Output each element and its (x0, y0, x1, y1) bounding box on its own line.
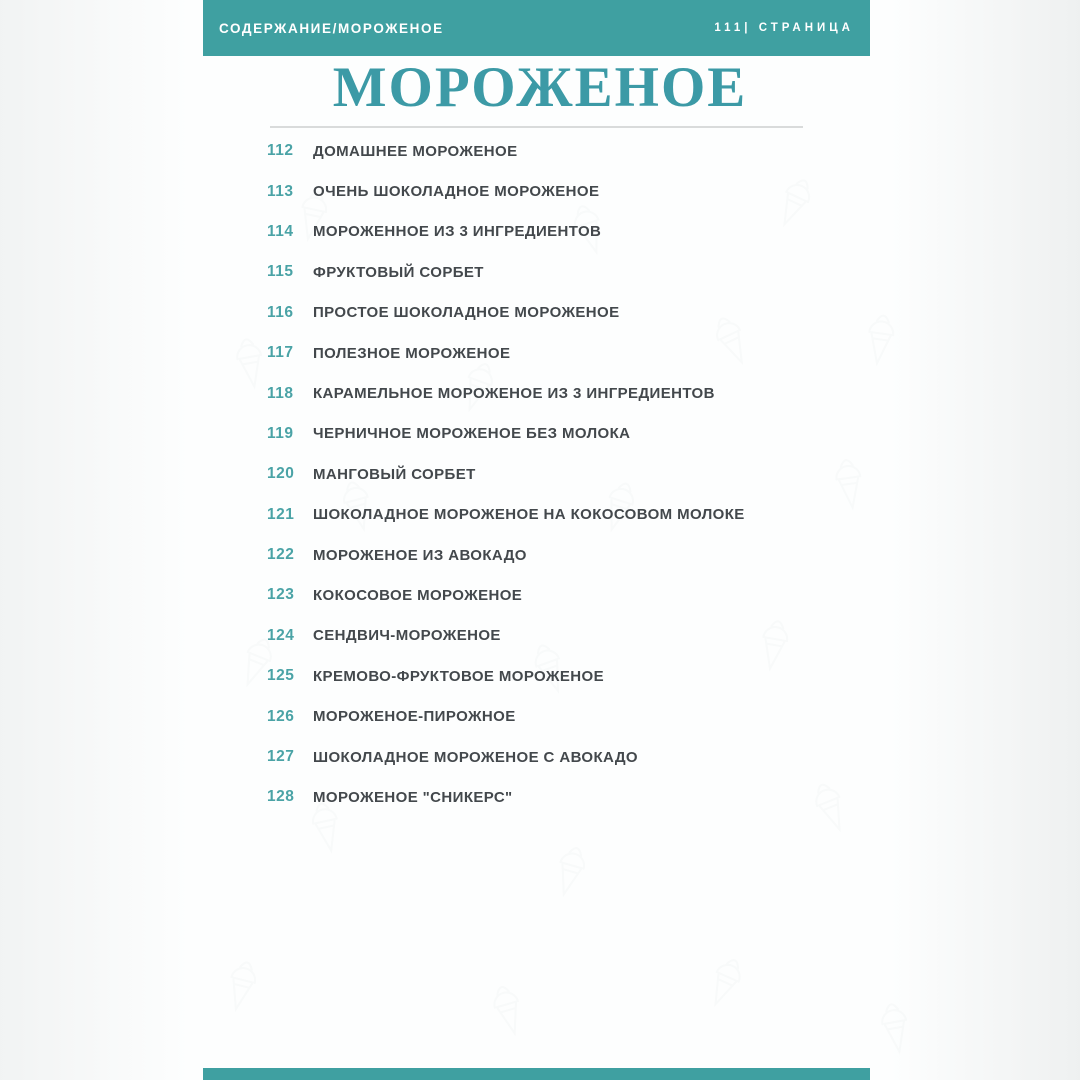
toc-entry-title: ДОМАШНЕЕ МОРОЖЕНОЕ (313, 142, 518, 160)
header-bar (203, 0, 870, 56)
toc-entry (267, 616, 907, 656)
toc-list (267, 131, 907, 818)
toc-entry (267, 212, 907, 252)
toc-entry-page-number: 120 (267, 465, 295, 483)
toc-entry-page-number: 114 (267, 222, 294, 240)
toc-entry-title: МАНГОВЫЙ СОРБЕТ (313, 465, 476, 483)
toc-entry-title: ПРОСТОЕ ШОКОЛАДНОЕ МОРОЖЕНОЕ (313, 304, 620, 322)
toc-entry (267, 696, 907, 736)
toc-entry (267, 535, 907, 575)
toc-entry-page-number: 122 (267, 546, 295, 564)
title-divider (270, 126, 803, 128)
toc-entry (267, 131, 907, 171)
toc-entry-title: ЧЕРНИЧНОЕ МОРОЖЕНОЕ БЕЗ МОЛОКА (313, 425, 631, 443)
toc-entry-title: МОРОЖЕНОЕ-ПИРОЖНОЕ (313, 708, 516, 726)
toc-entry-page-number: 128 (267, 788, 295, 806)
toc-entry-page-number: 119 (267, 424, 294, 442)
toc-entry-page-number: 125 (267, 667, 295, 685)
toc-entry-title: ОЧЕНЬ ШОКОЛАДНОЕ МОРОЖЕНОЕ (313, 183, 600, 201)
toc-entry-page-number: 121 (267, 505, 295, 523)
toc-entry (267, 777, 907, 817)
toc-entry-page-number: 126 (267, 707, 295, 725)
toc-entry-title: ШОКОЛАДНОЕ МОРОЖЕНОЕ НА КОКОСОВОМ МОЛОКЕ (313, 506, 745, 524)
toc-entry (267, 333, 907, 373)
toc-entry-page-number: 127 (267, 748, 295, 766)
toc-entry-page-number: 123 (267, 586, 295, 604)
toc-entry-title: МОРОЖЕННОЕ ИЗ 3 ИНГРЕДИЕНТОВ (313, 223, 602, 241)
toc-entry-page-number: 117 (267, 344, 294, 362)
toc-entry-page-number: 116 (267, 303, 294, 321)
toc-entry-title: МОРОЖЕНОЕ "СНИКЕРС" (313, 788, 513, 806)
toc-entry (267, 575, 907, 615)
toc-entry-title: ПОЛЕЗНОЕ МОРОЖЕНОЕ (313, 344, 511, 362)
toc-entry (267, 454, 907, 494)
toc-entry (267, 495, 907, 535)
toc-entry-page-number: 113 (267, 182, 294, 200)
toc-entry (267, 737, 907, 777)
page-indicator: 111| СТРАНИЦА (714, 22, 854, 34)
toc-entry-title: МОРОЖЕНОЕ ИЗ АВОКАДО (313, 546, 527, 564)
toc-entry (267, 252, 907, 292)
toc-entry (267, 656, 907, 696)
toc-entry-title: ШОКОЛАДНОЕ МОРОЖЕНОЕ С АВОКАДО (313, 748, 638, 766)
toc-entry (267, 414, 907, 454)
breadcrumb: СОДЕРЖАНИЕ/МОРОЖЕНОЕ (219, 20, 444, 36)
toc-entry-title: КОКОСОВОЕ МОРОЖЕНОЕ (313, 586, 523, 604)
toc-entry-page-number: 115 (267, 263, 294, 281)
toc-entry-page-number: 112 (267, 142, 294, 160)
toc-entry-title: СЕНДВИЧ-МОРОЖЕНОЕ (313, 627, 501, 645)
toc-entry-title: ФРУКТОВЫЙ СОРБЕТ (313, 263, 484, 281)
toc-entry (267, 293, 907, 333)
toc-entry (267, 171, 907, 211)
footer-bar (203, 1068, 870, 1080)
toc-entry-page-number: 124 (267, 626, 295, 644)
section-title: МОРОЖЕНОЕ (332, 56, 748, 119)
toc-entry-title: КРЕМОВО-ФРУКТОВОЕ МОРОЖЕНОЕ (313, 667, 604, 685)
toc-entry-page-number: 118 (267, 384, 294, 402)
toc-entry (267, 373, 907, 413)
toc-entry-title: КАРАМЕЛЬНОЕ МОРОЖЕНОЕ ИЗ 3 ИНГРЕДИЕНТОВ (313, 385, 715, 403)
